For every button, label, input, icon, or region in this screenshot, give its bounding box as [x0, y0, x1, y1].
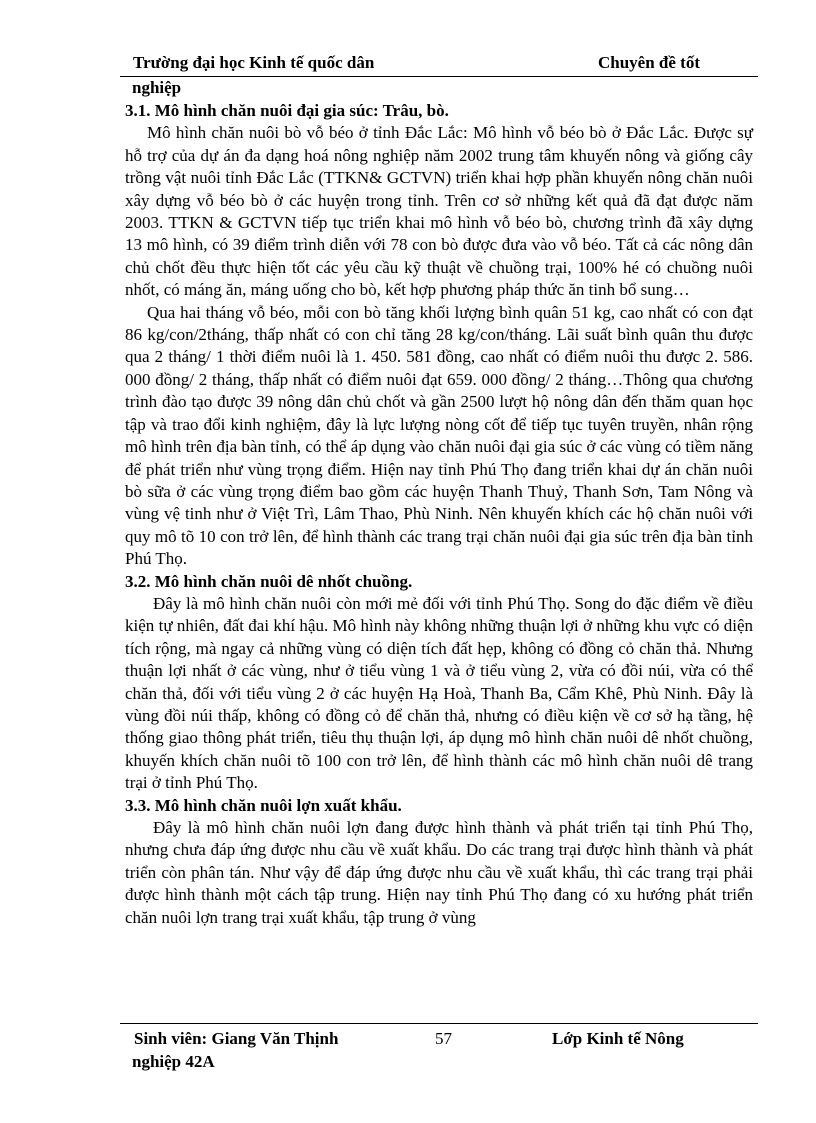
paragraph: Đây là mô hình chăn nuôi lợn đang được hình thành và phát triển tại tỉnh Phú Thọ, nhưng chưa đáp ứng được nhu cầu về xuất khẩu. Do các trang trại được hình thành và phát triển còn phân tán. Như vậy để đáp ứng được nhu cầu về xuất khẩu, thì các trang trại phải được hình thành một cách tập trung. Hiện nay tỉnh Phú Thọ đang có xu hướng phát triển chăn nuôi lợn trang trại xuất khẩu, tập trung ở vùng: [125, 818, 753, 927]
header-divider: [120, 76, 758, 77]
thesis-type-continuation: nghiệp: [132, 78, 182, 97]
page-header: [120, 52, 758, 98]
paragraph: Mô hình chăn nuôi bò vỗ béo ở tỉnh Đắc Lắc: Mô hình vỗ béo bò ở Đắc Lắc. Được sự hỗ trợ của dự án đa dạng hoá nông nghiệp năm 2002 trung tâm khuyến nông và giống cây trồng vật nuôi tỉnh Đắc Lắc (TTKN& GCTVN) triển khai hợp phần khuyến nông chăn nuôi xây dựng vỗ béo bò ở các huyện trong tỉnh. Trên cơ sở những kết quả đã đạt được năm 2003. TTKN & GCTVN tiếp tục triển khai mô hình vỗ béo bò, chương trình đã xây dựng 13 mô hình, có 39 điểm trình diễn với 78 con bò được đưa vào vỗ béo. Tất cả các nông dân chủ chốt đều thực hiện tốt các yêu cầu kỹ thuật về chuồng trại, 100% hé có chuồng nuôi nhốt, có máng ăn, máng uống cho bò, kết hợp phương pháp thức ăn tinh bổ sung…: [125, 123, 753, 300]
paragraph: Đây là mô hình chăn nuôi còn mới mẻ đối với tỉnh Phú Thọ. Song do đặc điểm về điều kiện tự nhiên, đất đai khí hậu. Mô hình này không những thuận lợi ở những khu vực có diện tích rộng, mà ngay cả những vùng có diện tích đất hẹp, không có đồng cỏ chăn thả. Nhưng thuận lợi nhất ở các vùng, như ở tiểu vùng 1 và ở tiểu vùng 2, vừa có đồi núi, vừa có thể chăn thả, đối với tiểu vùng 2 ở các huyện Hạ Hoà, Thanh Ba, Cẩm Khê, Phù Ninh. Đây là vùng đồi núi thấp, không có đồng cỏ để chăn thả, nhưng có điều kiện về cơ sở hạ tầng, hệ thống giao thông phát triển, tiêu thụ thuận lợi, áp dụng mô hình chăn nuôi dê nhốt chuồng, khuyến khích chăn nuôi tõ 100 con trở lên, để hình thành các mô hình chăn nuôi dê trang trại ở tỉnh Phú Thọ.: [125, 593, 753, 793]
section-heading: 3.2. Mô hình chăn nuôi dê nhốt chuồng.: [125, 571, 413, 591]
page-number: 57: [435, 1029, 452, 1048]
document-body: [125, 100, 753, 929]
page-footer: [120, 1023, 758, 1073]
section-heading: 3.1. Mô hình chăn nuôi đại gia súc: Trâu, bò.: [125, 101, 449, 120]
footer-divider: [120, 1023, 758, 1024]
section-heading: 3.3. Mô hình chăn nuôi lợn xuất khẩu.: [125, 795, 402, 815]
paragraph: Qua hai tháng vỗ béo, mỗi con bò tăng khối lượng bình quân 51 kg, cao nhất có con đạt 86 kg/con/2tháng, thấp nhất có con chỉ tăng 28 kg/con/tháng. Lãi suất bình quân thu được qua 2 tháng/ 1 thời điểm nuôi là 1. 450. 581 đồng, cao nhất có điểm nuôi thu được 2. 586. 000 đồng/ 2 tháng, thấp nhất có điểm nuôi đạt 659. 000 đồng/ 2 tháng…Thông qua chương trình đào tạo được 39 nông dân chủ chốt và gần 2500 lượt hộ nông dân đến thăm quan học tập và trao đổi kinh nghiệm, đây là lực lượng nòng cốt để tiếp tục tuyên truyền, nhân rộng mô hình trên địa bàn tỉnh, có thể áp dụng vào chăn nuôi đại gia súc ở các vùng có tiềm năng để phát triển như vùng trọng điểm. Hiện nay tỉnh Phú Thọ đang triển khai dự án chăn nuôi bò sữa ở các vùng trọng điểm bao gồm các huyện Thanh Thuỷ, Thanh Sơn, Tam Nông và vùng vệ tinh như ở Việt Trì, Lâm Thao, Phù Ninh. Nên khuyến khích các hộ chăn nuôi với quy mô tõ 10 con trở lên, để hình thành các trang trại chăn nuôi đại gia súc trên địa bàn tỉnh Phú Thọ.: [125, 302, 753, 569]
student-name: Sinh viên: Giang Văn Thịnh: [134, 1029, 339, 1048]
class-name: Lớp Kinh tế Nông: [552, 1029, 684, 1048]
thesis-type: Chuyên đề tốt: [598, 53, 701, 72]
school-name: Trường đại học Kinh tế quốc dân: [133, 53, 375, 72]
class-name-continuation: nghiệp 42A: [132, 1052, 215, 1071]
